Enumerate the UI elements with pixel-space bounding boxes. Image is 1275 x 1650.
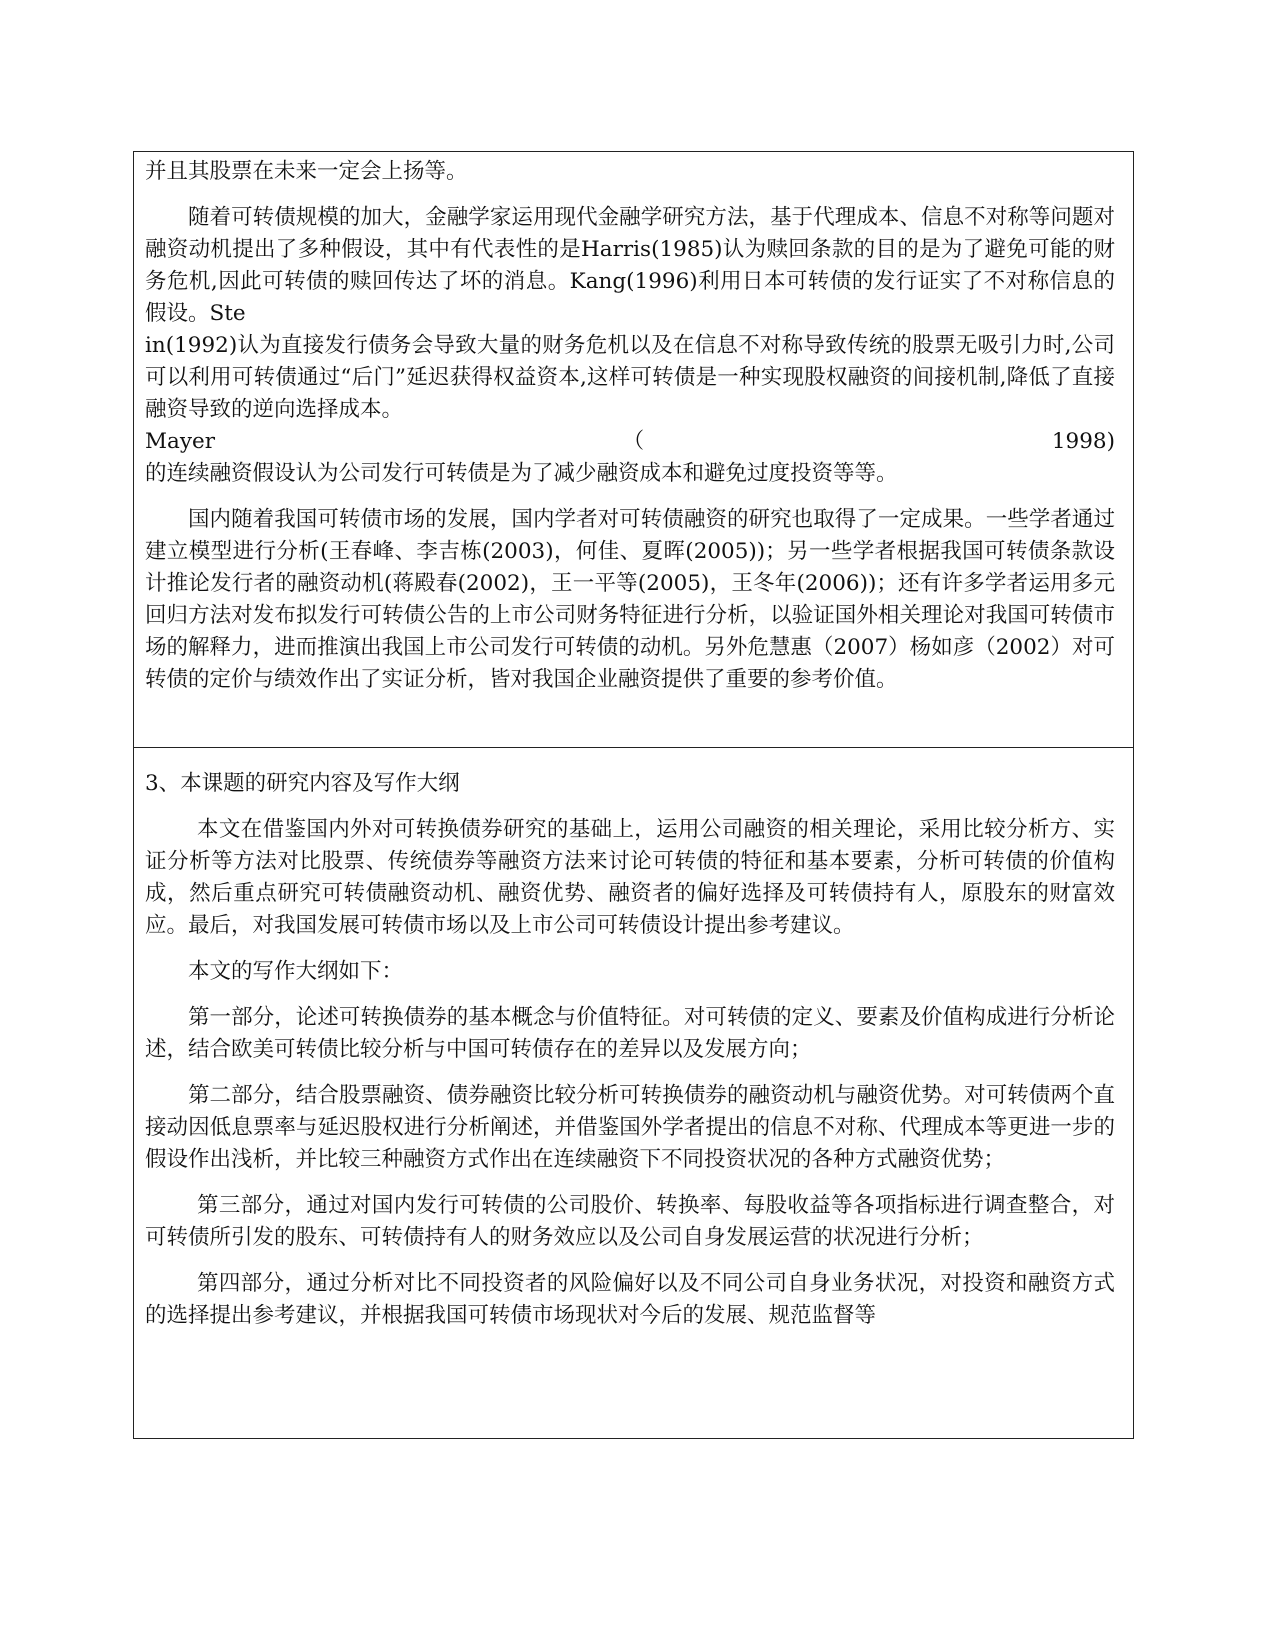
mayer-name: Mayer [145,429,215,454]
paragraph-part-two: 第二部分，结合股票融资、债券融资比较分析可转换债券的融资动机与融资优势。对可转债两个直接动因低息票率与延迟股权进行分析阐述，并借鉴国外学者提出的信息不对称、代理成本等更进一步的假设作出浅析，并比较三种融资方式作出在连续融资下不同投资状况的各种方式融资优势； [145,1083,1115,1172]
paragraph-foreign-research [145,202,1115,330]
paragraph-stein-text: in(1992)认为直接发行债务会导致大量的财务危机以及在信息不对称导致传统的股票无吸引力时,公司可以利用可转债通过“后门”延迟获得权益资本,这样可转债是一种实现股权融资的间接机制,降低了直接融资导致的逆向选择成本。 [145,333,1115,422]
paragraph-research-content: 本文在借鉴国内外对可转换债券研究的基础上，运用公司融资的相关理论，采用比较分析方、实证分析等方法对比股票、传统债券等融资方法来讨论可转债的特征和基本要素，分析可转债的价值构成，然后重点研究可转债融资动机、融资优势、融资者的偏好选择及可转债持有人，原股东的财富效应。最后，对我国发展可转债市场以及上市公司可转债设计提出参考建议。 [145,817,1115,938]
document-table [133,151,1134,1439]
research-content-cell [134,748,1133,1438]
paragraph-mayer-line [145,426,1115,458]
section-heading: 3、本课题的研究内容及写作大纲 [145,771,460,796]
paragraph-part-one: 第一部分，论述可转换债券的基本概念与价值特征。对可转债的定义、要素及价值构成进行分析论述，结合欧美可转债比较分析与中国可转债存在的差异以及发展方向； [145,1005,1115,1062]
literature-review-cell [134,152,1133,748]
paragraph-foreign-research-part1: 随着可转债规模的加大，金融学家运用现代金融学研究方法，基于代理成本、信息不对称等问题对融资动机提出了多种假设，其中有代表性的是Harris(1985)认为赎回条款的目的是为了避免可能的财务危机,因此可转债的赎回传达了坏的消息。Kang(1996)利用日本可转债的发行证实了不对称信息的假设。Ste [145,205,1115,326]
paragraph-part-four: 第四部分，通过分析对比不同投资者的风险偏好以及不同公司自身业务状况，对投资和融资方式的选择提出参考建议，并根据我国可转债市场现状对今后的发展、规范监督等 [145,1271,1115,1328]
paragraph-continuation: 并且其股票在未来一定会上扬等。 [145,159,468,184]
mayer-year: 1998) [1051,429,1115,454]
paragraph-outline-intro: 本文的写作大纲如下： [188,959,404,984]
paragraph-stein [145,330,1115,426]
paragraph-domestic-research: 国内随着我国可转债市场的发展，国内学者对可转债融资的研究也取得了一定成果。一些学者通过建立模型进行分析(王春峰、李吉栋(2003)，何佳、夏晖(2005))；另一些学者根据我国可转债条款设计推论发行者的融资动机(蒋殿春(2002)，王一平等(2005)，王冬年(2006))；还有许多学者运用多元回归方法对发布拟发行可转债公告的上市公司财务特征进行分析，以验证国外相关理论对我国可转债市场的解释力，进而推演出我国上市公司发行可转债的动机。另外危慧惠（2007）杨如彦（2002）对可转债的定价与绩效作出了实证分析，皆对我国企业融资提供了重要的参考价值。 [145,507,1115,692]
paragraph-mayer-conclusion: 的连续融资假设认为公司发行可转债是为了减少融资成本和避免过度投资等等。 [145,461,898,486]
paragraph-part-three: 第三部分，通过对国内发行可转债的公司股价、转换率、每股收益等各项指标进行调查整合，对可转债所引发的股东、可转债持有人的财务效应以及公司自身发展运营的状况进行分析； [145,1193,1115,1250]
mayer-paren: （ [622,429,645,454]
